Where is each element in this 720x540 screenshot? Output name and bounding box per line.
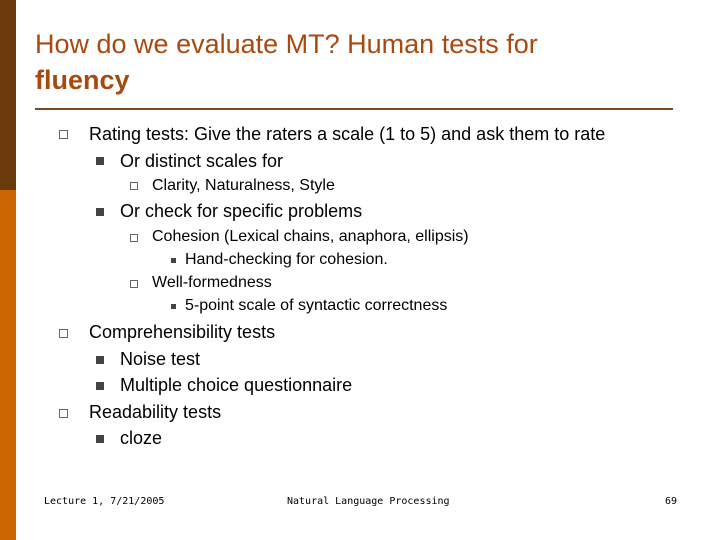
bullet-noise-test: Noise test <box>120 349 201 369</box>
bullet-rating-tests: Rating tests: Give the raters a scale (1 to 5) and ask them to rate <box>89 124 606 144</box>
title-line-2: fluency <box>35 65 130 95</box>
bullet-cloze: cloze <box>120 428 163 448</box>
hollow-square-bullet-icon <box>59 329 68 338</box>
bullet-readability: Readability tests <box>89 402 222 422</box>
hollow-square-bullet-icon <box>130 182 138 190</box>
bullet-distinct-scales: Or distinct scales for <box>120 151 284 171</box>
solid-square-bullet-icon <box>96 208 104 216</box>
page-number: 69 <box>665 496 678 507</box>
solid-square-bullet-icon <box>96 435 104 443</box>
footer-lecture: Lecture 1, 7/21/2005 <box>44 496 165 507</box>
small-square-bullet-icon <box>171 258 176 263</box>
hollow-square-bullet-icon <box>59 409 68 418</box>
slide-title <box>35 26 675 98</box>
hollow-square-bullet-icon <box>130 234 138 242</box>
bullet-specific-problems: Or check for specific problems <box>120 201 363 221</box>
title-divider <box>35 108 673 110</box>
bullet-hand-checking: Hand-checking for cohesion. <box>185 251 388 268</box>
footer-course: Natural Language Processing <box>287 496 450 507</box>
title-line-1: How do we evaluate MT? Human tests for <box>35 29 538 59</box>
bullet-clarity: Clarity, Naturalness, Style <box>152 177 335 194</box>
bullet-five-point-scale: 5-point scale of syntactic correctness <box>185 297 448 314</box>
bullet-comprehensibility: Comprehensibility tests <box>89 322 276 342</box>
small-square-bullet-icon <box>171 304 176 309</box>
bullet-well-formedness: Well-formedness <box>152 274 272 291</box>
side-bar-top <box>0 0 16 190</box>
side-bar-bottom <box>0 190 16 540</box>
hollow-square-bullet-icon <box>130 280 138 288</box>
bullet-cohesion: Cohesion (Lexical chains, anaphora, ellipsis) <box>152 228 469 245</box>
hollow-square-bullet-icon <box>59 130 68 139</box>
solid-square-bullet-icon <box>96 356 104 364</box>
solid-square-bullet-icon <box>96 382 104 390</box>
bullet-multiple-choice: Multiple choice questionnaire <box>120 375 353 395</box>
solid-square-bullet-icon <box>96 157 104 165</box>
